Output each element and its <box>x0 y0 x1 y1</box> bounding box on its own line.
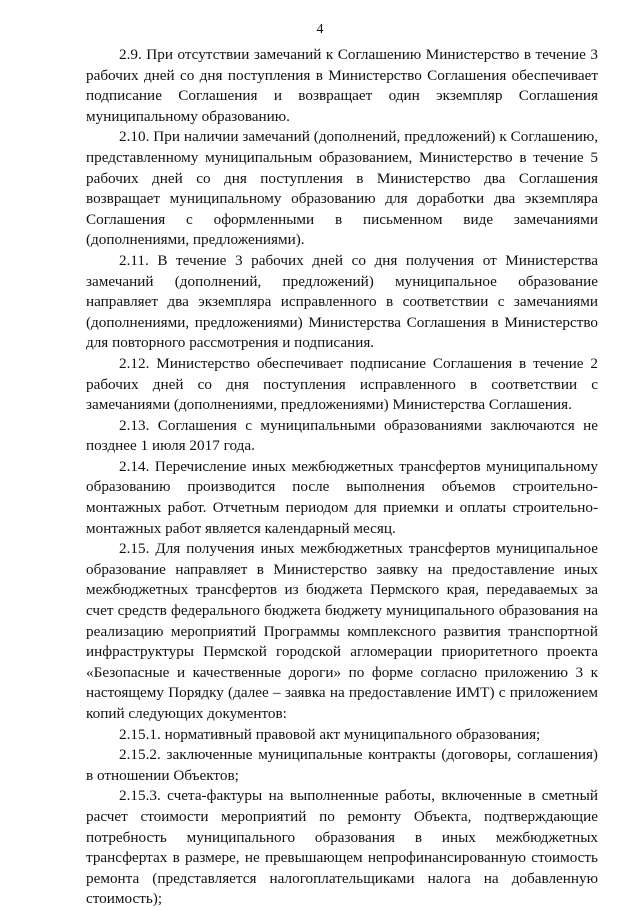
paragraph-2-14: 2.14. Перечисление иных межбюджетных трансфертов муниципальному образованию производится после выполнения объемов строительно-монтажных работ. Отчетным периодом для приемки и оплаты строительно-монтажных работ является календарный месяц. <box>86 457 598 537</box>
paragraph-2-10: 2.10. При наличии замечаний (дополнений, предложений) к Соглашению, представленному муниципальным образованием, Министерство в течение 5 рабочих дней со дня поступления в Министерство два Соглашения возвращает муниципальному образованию для доработки два экземпляра Соглашения с оформленными в письменном виде замечаниями (дополнениями, предложениями). <box>86 128 598 249</box>
paragraph-2-11: 2.11. В течение 3 рабочих дней со дня получения от Министерства замечаний (дополнений, предложений) муниципальное образование направляет два экземпляра исправленного в соответствии с замечаниями (дополнениями, предложениями) Министерства Соглашения в Министерство для повторного рассмотрения и подписания. <box>86 251 598 352</box>
paragraph-2-15-3: 2.15.3. счета-фактуры на выполненные работы, включенные в сметный расчет стоимости мероприятий по ремонту Объекта, подтверждающие потребность муниципального образования в иных межбюджетных трансфертах в размере, не превышающем непрофинансированную стоимость ремонта (представляется налогоплательщиками налога на добавленную стоимость); <box>86 787 598 908</box>
document-body <box>86 45 598 910</box>
paragraph-2-15: 2.15. Для получения иных межбюджетных трансфертов муниципальное образование направляет в Министерство заявку на предоставление иных межбюджетных трансфертов из бюджета Пермского края, передаваемых за счет средств федерального бюджета бюджету муниципального образования на реализацию мероприятий Программы комплексного развития транспортной инфраструктуры Пермской городской агломерации приоритетного проекта «Безопасные и качественные дороги» по форме согласно приложению 3 к настоящему Порядку (далее – заявка на предоставление ИМТ) с приложением копий следующих документов: <box>86 540 598 722</box>
paragraph-2-15-1: 2.15.1. нормативный правовой акт муниципального образования; <box>119 725 541 743</box>
paragraph-2-13: 2.13. Соглашения с муниципальными образованиями заключаются не позднее 1 июля 2017 года. <box>86 416 598 455</box>
paragraph-2-15-2: 2.15.2. заключенные муниципальные контракты (договоры, соглашения) в отношении Объектов; <box>86 746 598 784</box>
paragraph-2-9: 2.9. При отсутствии замечаний к Соглашению Министерство в течение 3 рабочих дней со дня поступления в Министерство Соглашения обеспечивает подписание Соглашения и возвращает один экземпляр Соглашения муниципальному образованию. <box>86 46 598 125</box>
paragraph-2-12: 2.12. Министерство обеспечивает подписание Соглашения в течение 2 рабочих дней со дня поступления исправленного в соответствии с замечаниями (дополнениями, предложениями) Министерства Соглашения. <box>86 354 598 414</box>
page-number: 4 <box>316 22 324 37</box>
